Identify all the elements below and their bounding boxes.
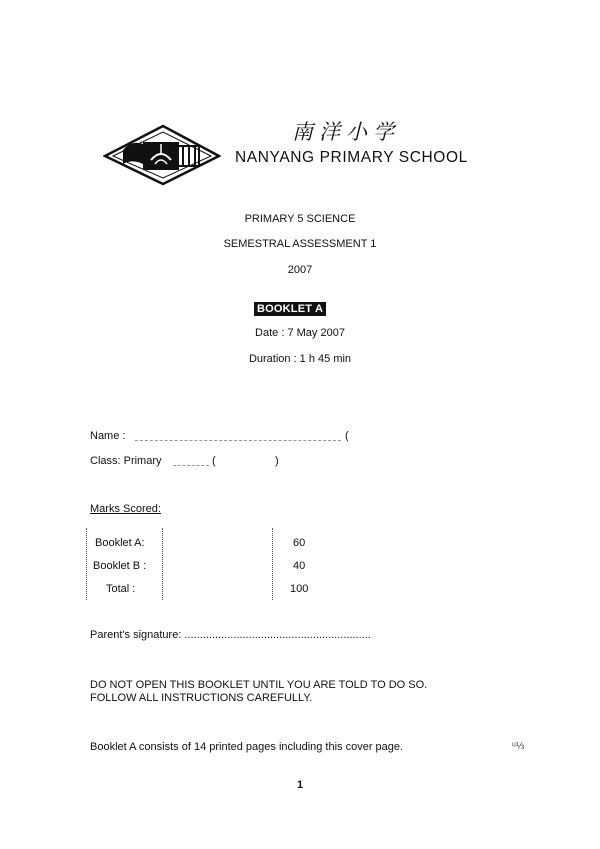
- table-border-right: [272, 528, 273, 600]
- exam-subject: PRIMARY 5 SCIENCE: [244, 213, 356, 225]
- exam-duration: Duration : 1 h 45 min: [248, 353, 352, 365]
- parent-signature: Parent's signature: .............................................................: [90, 629, 371, 641]
- marks-label: Marks Scored:: [90, 503, 161, 515]
- exam-date: Date : 7 May 2007: [255, 327, 345, 339]
- marks-row-total: 100: [290, 583, 309, 595]
- marks-row-total: 60: [293, 537, 306, 549]
- marks-row-label: Total :: [106, 583, 136, 595]
- school-logo: [103, 124, 221, 186]
- table-border-mid: [162, 528, 163, 600]
- marks-row-label: Booklet A:: [95, 537, 145, 549]
- pages-note: Booklet A consists of 14 printed pages including this cover page.: [90, 741, 404, 753]
- stamp-mark: ᵘ⅓: [512, 741, 525, 752]
- instruction-line-1: DO NOT OPEN THIS BOOKLET UNTIL YOU ARE TOLD TO DO SO.: [90, 679, 428, 691]
- class-paren-open: (: [212, 455, 216, 467]
- school-name: NANYANG PRIMARY SCHOOL: [235, 149, 468, 166]
- exam-year: 2007: [287, 264, 313, 276]
- instruction-line-2: FOLLOW ALL INSTRUCTIONS CAREFULLY.: [90, 692, 313, 704]
- class-line: [173, 465, 209, 466]
- booklet-badge: BOOKLET A: [254, 302, 326, 316]
- exam-assessment: SEMESTRAL ASSESSMENT 1: [223, 238, 377, 250]
- page-number: 1: [296, 779, 304, 791]
- name-line: [135, 440, 341, 441]
- marks-row-total: 40: [293, 560, 306, 572]
- table-border-left: [86, 528, 87, 600]
- name-paren: (: [345, 430, 349, 442]
- marks-row-label: Booklet B :: [93, 560, 147, 572]
- school-name-chinese: 南洋小学: [292, 120, 400, 144]
- class-label: Class: Primary: [90, 455, 162, 467]
- name-label: Name :: [90, 430, 126, 442]
- class-paren-close: ): [275, 455, 279, 467]
